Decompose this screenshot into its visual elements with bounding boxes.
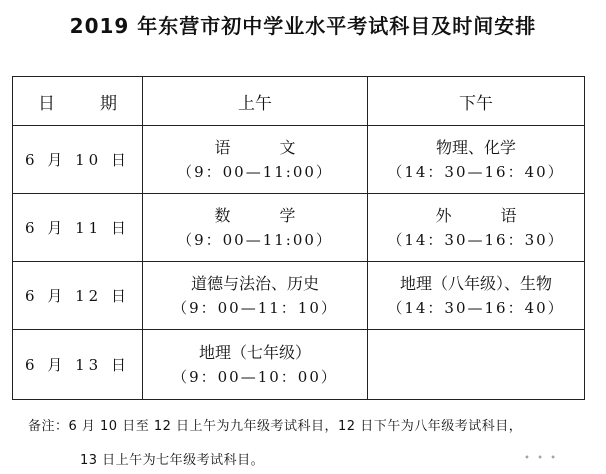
schedule-table — [12, 76, 585, 400]
date-cell: 6 月 10 日 — [13, 126, 143, 194]
afternoon-cell — [368, 262, 585, 330]
morning-subject: 数 学 — [214, 205, 318, 225]
date-cell: 6 月 13 日 — [13, 330, 143, 400]
morning-cell — [143, 194, 368, 262]
table-row — [13, 330, 585, 400]
morning-subject: 道德与法治、历史 — [190, 273, 319, 293]
page-title: 2019 年东营市初中学业水平考试科目及时间安排 — [69, 14, 537, 38]
afternoon-subject: 外 语 — [435, 205, 539, 225]
watermark-dots-icon: • • • — [524, 453, 559, 464]
afternoon-subject: 物理、化学 — [435, 137, 516, 157]
date-cell: 6 月 11 日 — [13, 194, 143, 262]
morning-cell — [143, 262, 368, 330]
footnote-line-1: 备注：6 月 10 日至 12 日上午为九年级考试科目，12 日下午为八年级考试科目， — [28, 419, 523, 434]
table-row — [13, 126, 585, 194]
afternoon-subject: 地理（八年级）、生物 — [399, 273, 552, 293]
header-date: 日 期 — [13, 77, 143, 126]
morning-time: （9：00—11：10） — [172, 298, 338, 317]
morning-subject: 地理（七年级） — [198, 342, 311, 362]
afternoon-time: （14：30—16：40） — [387, 298, 565, 317]
afternoon-cell — [368, 330, 585, 400]
table-header-row — [13, 77, 585, 126]
afternoon-time: （14：30—16：30） — [387, 230, 565, 249]
footnote-line-2: 13 日上午为七年级考试科目。 — [80, 453, 265, 468]
table-row — [13, 194, 585, 262]
date-cell: 6 月 12 日 — [13, 262, 143, 330]
table-row — [13, 262, 585, 330]
morning-cell — [143, 126, 368, 194]
morning-subject: 语 文 — [214, 137, 318, 157]
header-afternoon: 下午 — [368, 77, 585, 126]
morning-cell — [143, 330, 368, 400]
afternoon-cell — [368, 126, 585, 194]
afternoon-time: （14：30—16：40） — [387, 162, 565, 181]
morning-time: （9：00—11:00） — [177, 162, 333, 181]
morning-time: （9：00—10：00） — [172, 367, 338, 386]
header-morning: 上午 — [143, 77, 368, 126]
afternoon-cell — [368, 194, 585, 262]
morning-time: （9：00—11:00） — [177, 230, 333, 249]
